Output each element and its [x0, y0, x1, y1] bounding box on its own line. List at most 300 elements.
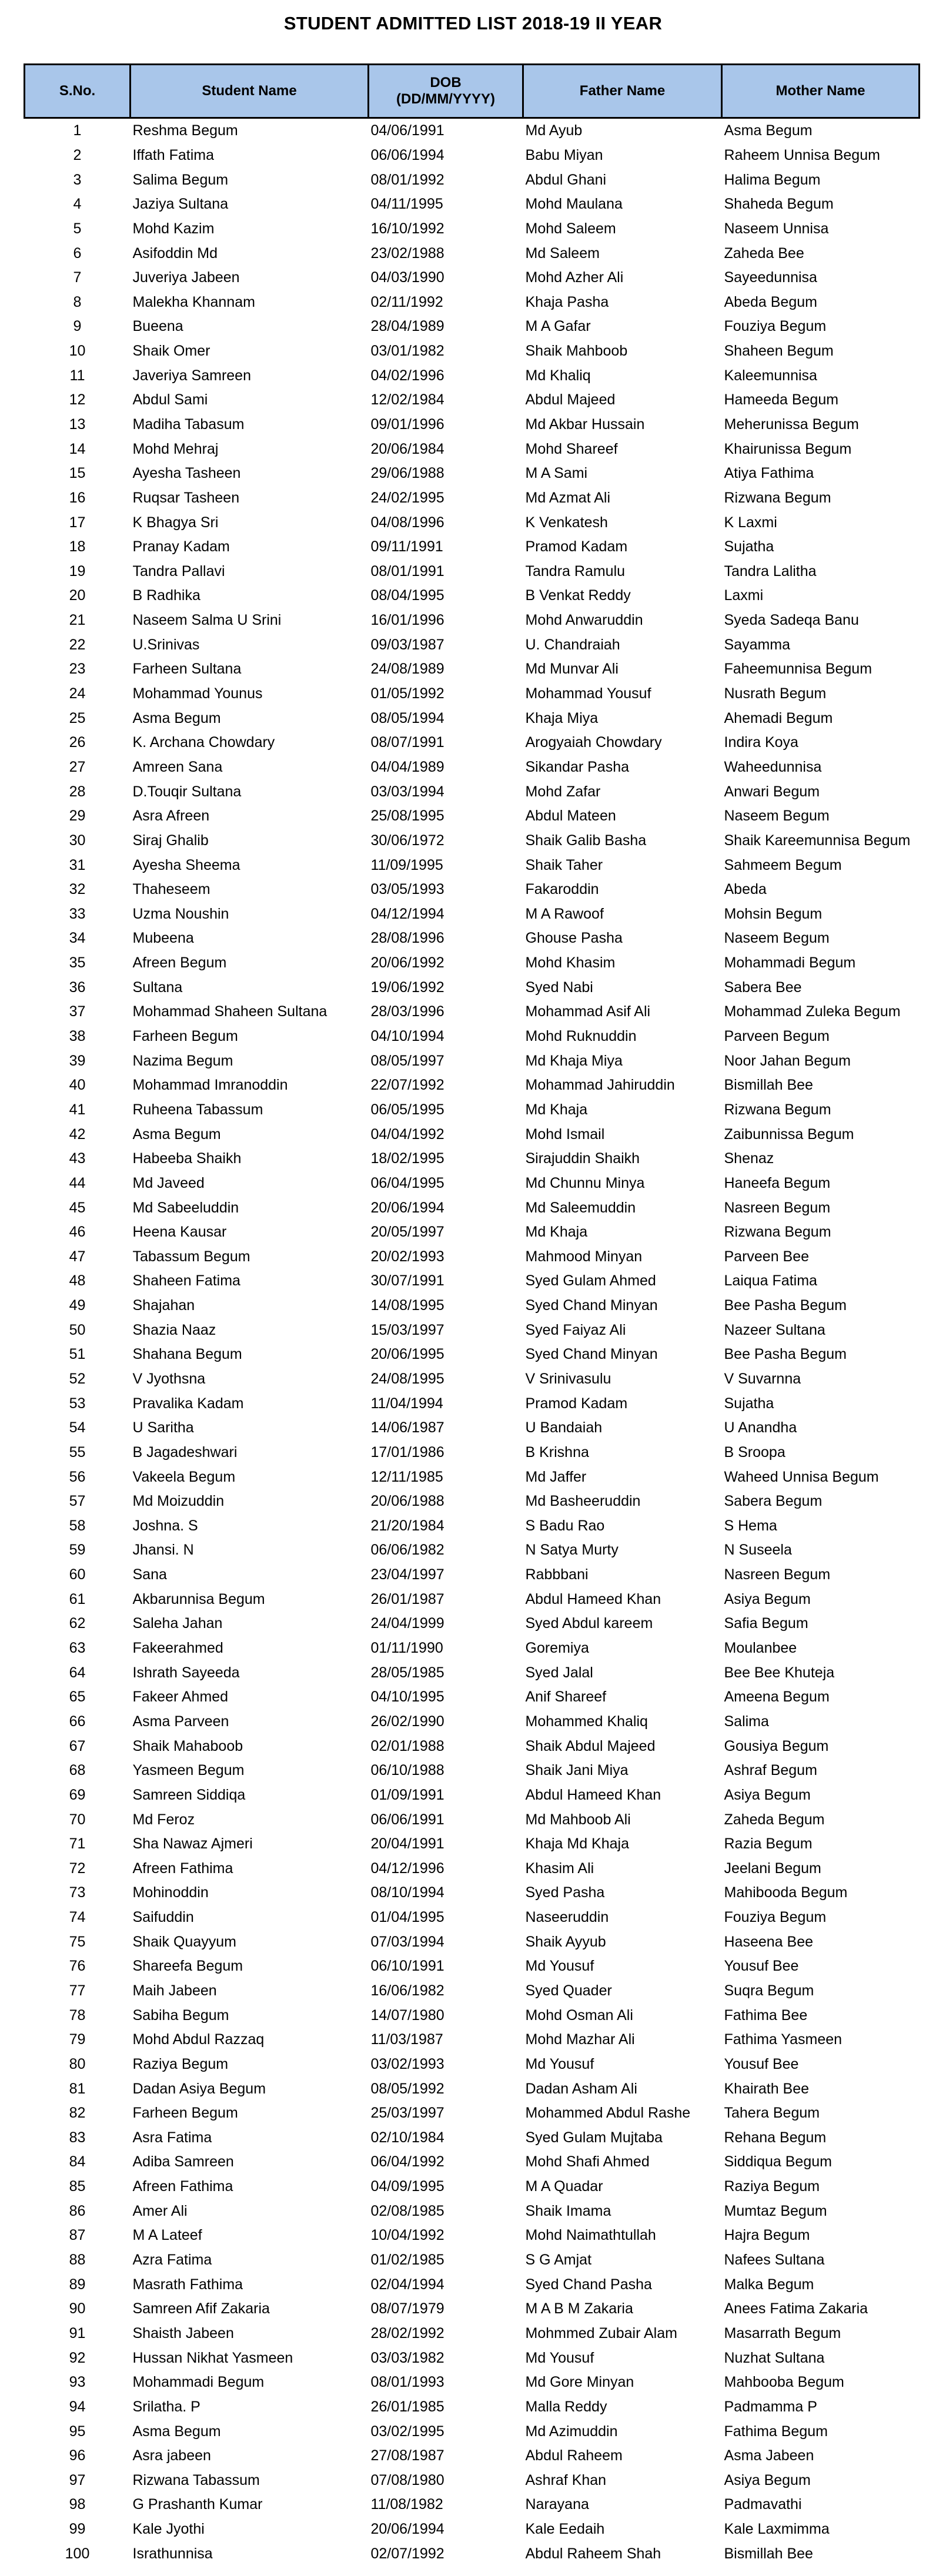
cell-father-name: Md Saleem — [525, 244, 600, 262]
cell-father-name: K Venkatesh — [525, 514, 608, 531]
cell-mother-name: Bee Pasha Begum — [724, 1297, 847, 1314]
cell-mother-name: Naseem Unnisa — [724, 220, 829, 237]
cell-sno: 57 — [69, 1493, 86, 1510]
cell-mother-name: Naseem Begum — [724, 930, 830, 947]
cell-student-name: K. Archana Chowdary — [132, 734, 275, 751]
cell-student-name: Afreen Fathima — [132, 2178, 233, 2195]
table-row — [25, 486, 920, 511]
table-row — [25, 1294, 920, 1318]
cell-sno: 73 — [69, 1884, 86, 1901]
cell-student-name: Abdul Sami — [132, 391, 208, 408]
cell-student-name: Samreen Siddiqa — [132, 1786, 246, 1803]
table-row — [25, 2493, 920, 2517]
cell-dob: 07/03/1994 — [370, 1933, 444, 1950]
cell-father-name: Mohd Ismail — [525, 1125, 605, 1143]
table-row — [25, 1000, 920, 1024]
cell-father-name: Mohmmed Zubair Alam — [525, 2324, 677, 2341]
cell-father-name: Ghouse Pasha — [525, 930, 623, 947]
cell-father-name: Shaik Taher — [525, 856, 603, 873]
cell-dob: 08/01/1993 — [370, 2374, 444, 2391]
cell-mother-name: Parveen Begum — [724, 1028, 830, 1045]
cell-mother-name: S Hema — [724, 1517, 777, 1534]
cell-sno: 48 — [69, 1272, 86, 1289]
table-row — [25, 2101, 920, 2126]
table-row — [25, 1660, 920, 1685]
cell-dob: 04/09/1995 — [370, 2178, 444, 2195]
table-row — [25, 1856, 920, 1881]
table-row — [25, 657, 920, 682]
cell-student-name: Siraj Ghalib — [132, 832, 209, 849]
cell-sno: 36 — [69, 979, 86, 996]
table-row — [25, 1220, 920, 1245]
cell-student-name: B Jagadeshwari — [132, 1443, 238, 1460]
cell-father-name: Syed Gulam Mujtaba — [525, 2129, 663, 2146]
cell-student-name: Mohammadi Begum — [132, 2374, 265, 2391]
cell-father-name: M A Gafar — [525, 318, 591, 335]
cell-student-name: Shaik Quayyum — [132, 1933, 236, 1950]
cell-dob: 02/01/1988 — [370, 1737, 444, 1754]
cell-dob: 02/07/1992 — [370, 2545, 444, 2562]
cell-father-name: Abdul Mateen — [525, 808, 616, 825]
cell-mother-name: Halima Begum — [724, 171, 821, 188]
cell-mother-name: Abeda Begum — [724, 293, 817, 310]
cell-sno: 18 — [69, 538, 86, 555]
cell-sno: 5 — [73, 220, 82, 237]
cell-dob: 01/05/1992 — [370, 685, 444, 702]
table-row — [25, 1954, 920, 1979]
cell-mother-name: Waheed Unnisa Begum — [724, 1468, 879, 1485]
cell-dob: 26/01/1987 — [370, 1590, 444, 1607]
table-row — [25, 1269, 920, 1294]
table-row — [25, 1612, 920, 1636]
cell-student-name: Pravalika Kadam — [132, 1395, 244, 1412]
cell-mother-name: Syeda Sadeqa Banu — [724, 612, 859, 629]
cell-father-name: Abdul Ghani — [525, 171, 607, 188]
cell-student-name: Azra Fatima — [132, 2252, 212, 2269]
cell-dob: 04/04/1992 — [370, 1125, 444, 1143]
cell-dob: 24/08/1989 — [370, 661, 444, 678]
table-row — [25, 2517, 920, 2542]
cell-sno: 50 — [69, 1321, 86, 1338]
table-row — [25, 1538, 920, 1563]
cell-student-name: Kale Jyothi — [132, 2521, 205, 2538]
cell-dob: 04/02/1996 — [370, 367, 444, 384]
cell-mother-name: Bismillah Bee — [724, 2545, 813, 2562]
cell-student-name: Srilatha. P — [132, 2398, 200, 2415]
table-row — [25, 2199, 920, 2223]
table-row — [25, 1783, 920, 1808]
cell-student-name: Nazima Begum — [132, 1052, 233, 1069]
cell-mother-name: Mohammad Zuleka Begum — [724, 1003, 901, 1020]
cell-father-name: B Krishna — [525, 1443, 589, 1460]
cell-mother-name: Rehana Begum — [724, 2129, 827, 2146]
table-row — [25, 118, 920, 143]
cell-dob: 04/10/1994 — [370, 1028, 444, 1045]
cell-sno: 9 — [73, 318, 82, 335]
cell-mother-name: Kaleemunnisa — [724, 367, 817, 384]
table-row — [25, 2297, 920, 2322]
cell-mother-name: Nuzhat Sultana — [724, 2349, 825, 2366]
cell-father-name: Syed Gulam Ahmed — [525, 1272, 656, 1289]
cell-student-name: Reshma Begum — [132, 122, 238, 139]
cell-mother-name: Asma Jabeen — [724, 2447, 814, 2464]
cell-sno: 39 — [69, 1052, 86, 1069]
cell-mother-name: Siddiqua Begum — [724, 2153, 832, 2170]
cell-mother-name: Faheemunnisa Begum — [724, 661, 873, 678]
cell-father-name: Naseeruddin — [525, 1909, 609, 1926]
cell-sno: 10 — [69, 343, 86, 360]
cell-sno: 70 — [69, 1811, 86, 1828]
cell-father-name: Shaik Ayyub — [525, 1933, 606, 1950]
cell-student-name: Asra Fatima — [132, 2129, 212, 2146]
cell-sno: 62 — [69, 1615, 86, 1632]
cell-dob: 28/08/1996 — [370, 930, 444, 947]
cell-father-name: Malla Reddy — [525, 2398, 607, 2415]
cell-mother-name: Razia Begum — [724, 1835, 813, 1853]
cell-student-name: Mohinoddin — [132, 1884, 209, 1901]
cell-student-name: Afreen Begum — [132, 954, 227, 972]
cell-dob: 20/05/1997 — [370, 1224, 444, 1241]
cell-father-name: Mohammed Abdul Rashe — [525, 2105, 691, 2122]
cell-father-name: Md Gore Minyan — [525, 2374, 634, 2391]
cell-student-name: Ruheena Tabassum — [132, 1101, 263, 1118]
cell-sno: 67 — [69, 1737, 86, 1754]
cell-mother-name: Hajra Begum — [724, 2227, 810, 2244]
cell-sno: 33 — [69, 905, 86, 922]
cell-sno: 8 — [73, 293, 82, 310]
cell-father-name: Abdul Hameed Khan — [525, 1590, 661, 1607]
cell-student-name: Amer Ali — [132, 2202, 188, 2219]
cell-mother-name: Fouziya Begum — [724, 318, 827, 335]
cell-mother-name: Ameena Begum — [724, 1689, 830, 1706]
cell-father-name: Md Basheeruddin — [525, 1493, 641, 1510]
table-row — [25, 779, 920, 804]
cell-mother-name: Sayamma — [724, 636, 791, 653]
cell-student-name: Sha Nawaz Ajmeri — [132, 1835, 253, 1853]
cell-father-name: Syed Chand Minyan — [525, 1346, 658, 1363]
cell-father-name: Pramod Kadam — [525, 538, 628, 555]
cell-student-name: Jhansi. N — [132, 1542, 194, 1559]
cell-sno: 90 — [69, 2300, 86, 2317]
cell-father-name: Md Mahboob Ali — [525, 1811, 631, 1828]
cell-student-name: Habeeba Shaikh — [132, 1150, 242, 1167]
cell-student-name: Joshna. S — [132, 1517, 198, 1534]
table-row — [25, 1098, 920, 1123]
cell-dob: 16/01/1996 — [370, 612, 444, 629]
cell-dob: 11/03/1987 — [370, 2031, 443, 2048]
cell-dob: 02/11/1992 — [370, 293, 443, 310]
table-row — [25, 192, 920, 217]
cell-student-name: Shahana Begum — [132, 1346, 242, 1363]
table-row — [25, 1587, 920, 1612]
cell-dob: 20/06/1988 — [370, 1493, 444, 1510]
cell-dob: 08/01/1991 — [370, 562, 444, 579]
cell-mother-name: N Suseela — [724, 1542, 792, 1559]
cell-sno: 26 — [69, 734, 86, 751]
cell-student-name: Vakeela Begum — [132, 1468, 236, 1485]
header-father-name: Father Name — [523, 65, 722, 118]
cell-dob: 02/04/1994 — [370, 2276, 444, 2293]
cell-father-name: M A B M Zakaria — [525, 2300, 633, 2317]
cell-dob: 07/08/1980 — [370, 2471, 444, 2488]
cell-student-name: Asma Begum — [132, 709, 221, 726]
cell-student-name: Shaik Omer — [132, 343, 210, 360]
cell-student-name: Mubeena — [132, 930, 194, 947]
cell-mother-name: Anwari Begum — [724, 783, 820, 800]
table-row — [25, 339, 920, 364]
table-row — [25, 1636, 920, 1661]
table-row — [25, 2052, 920, 2077]
cell-father-name: Khasim Ali — [525, 1860, 594, 1877]
cell-mother-name: Laxmi — [724, 587, 764, 604]
cell-dob: 28/05/1985 — [370, 1664, 444, 1681]
cell-father-name: Md Munvar Ali — [525, 661, 619, 678]
cell-dob: 11/08/1982 — [370, 2496, 443, 2513]
cell-sno: 24 — [69, 685, 86, 702]
cell-sno: 87 — [69, 2227, 86, 2244]
cell-father-name: Md Akbar Hussain — [525, 416, 645, 433]
table-row — [25, 1832, 920, 1857]
cell-sno: 72 — [69, 1860, 86, 1877]
cell-dob: 06/06/1982 — [370, 1542, 444, 1559]
cell-sno: 66 — [69, 1713, 86, 1730]
cell-dob: 08/05/1992 — [370, 2080, 444, 2097]
cell-student-name: Farheen Begum — [132, 1028, 238, 1045]
cell-dob: 20/06/1994 — [370, 1199, 444, 1216]
cell-student-name: Md Sabeeluddin — [132, 1199, 239, 1216]
table-row — [25, 706, 920, 731]
table-row — [25, 510, 920, 535]
cell-dob: 10/04/1992 — [370, 2227, 444, 2244]
cell-sno: 29 — [69, 808, 86, 825]
cell-student-name: Fakeerahmed — [132, 1640, 223, 1657]
cell-student-name: Mohammad Younus — [132, 685, 263, 702]
cell-dob: 12/11/1985 — [370, 1468, 443, 1485]
cell-student-name: Sultana — [132, 979, 183, 996]
cell-student-name: Bueena — [132, 318, 183, 335]
table-row — [25, 1807, 920, 1832]
cell-father-name: Syed Abdul kareem — [525, 1615, 653, 1632]
cell-mother-name: Khairath Bee — [724, 2080, 810, 2097]
cell-dob: 03/01/1982 — [370, 343, 444, 360]
cell-sno: 75 — [69, 1933, 86, 1950]
cell-father-name: Ashraf Khan — [525, 2471, 607, 2488]
cell-father-name: Shaik Jani Miya — [525, 1762, 629, 1779]
cell-dob: 01/09/1991 — [370, 1786, 444, 1803]
cell-sno: 47 — [69, 1248, 86, 1265]
table-row — [25, 1979, 920, 2004]
cell-sno: 35 — [69, 954, 86, 972]
cell-father-name: B Venkat Reddy — [525, 587, 631, 604]
table-row — [25, 388, 920, 413]
cell-father-name: Mohd Anwaruddin — [525, 612, 643, 629]
table-row — [25, 2272, 920, 2297]
cell-sno: 20 — [69, 587, 86, 604]
cell-dob: 17/01/1986 — [370, 1443, 444, 1460]
cell-dob: 28/04/1989 — [370, 318, 444, 335]
cell-student-name: Iffath Fatima — [132, 146, 214, 163]
cell-dob: 01/02/1985 — [370, 2252, 444, 2269]
cell-father-name: M A Quadar — [525, 2178, 603, 2195]
cell-student-name: Asma Parveen — [132, 1713, 229, 1730]
cell-father-name: Shaik Abdul Majeed — [525, 1737, 656, 1754]
cell-student-name: Ayesha Tasheen — [132, 465, 241, 482]
cell-mother-name: Shenaz — [724, 1150, 774, 1167]
cell-student-name: Shareefa Begum — [132, 1958, 243, 1975]
table-row — [25, 2541, 920, 2566]
cell-student-name: Israthunnisa — [132, 2545, 213, 2562]
cell-father-name: Anif Shareef — [525, 1689, 607, 1706]
cell-sno: 85 — [69, 2178, 86, 2195]
cell-student-name: Afreen Fathima — [132, 1860, 233, 1877]
cell-dob: 03/02/1995 — [370, 2423, 444, 2440]
cell-student-name: Mohammad Shaheen Sultana — [132, 1003, 327, 1020]
cell-father-name: Shaik Mahboob — [525, 343, 628, 360]
cell-father-name: Mohammed Khaliq — [525, 1713, 648, 1730]
cell-dob: 09/01/1996 — [370, 416, 444, 433]
cell-mother-name: Khairunissa Begum — [724, 440, 852, 457]
cell-mother-name: Asiya Begum — [724, 1786, 811, 1803]
cell-mother-name: Nasreen Begum — [724, 1199, 831, 1216]
cell-father-name: Mohd Zafar — [525, 783, 601, 800]
header-row — [25, 65, 920, 118]
cell-mother-name: Zaheda Bee — [724, 244, 804, 262]
table-row — [25, 2028, 920, 2052]
cell-student-name: Ishrath Sayeeda — [132, 1664, 240, 1681]
cell-student-name: Pranay Kadam — [132, 538, 230, 555]
table-row — [25, 1147, 920, 1171]
cell-sno: 81 — [69, 2080, 86, 2097]
cell-father-name: Mohd Osman Ali — [525, 2006, 633, 2024]
cell-student-name: Shazia Naaz — [132, 1321, 216, 1338]
cell-father-name: Syed Faiyaz Ali — [525, 1321, 626, 1338]
cell-sno: 44 — [69, 1174, 86, 1191]
table-row — [25, 1514, 920, 1539]
table-row — [25, 535, 920, 560]
table-row — [25, 1171, 920, 1196]
cell-mother-name: Asiya Begum — [724, 2471, 811, 2488]
cell-sno: 71 — [69, 1835, 86, 1853]
cell-mother-name: Safia Begum — [724, 1615, 808, 1632]
cell-father-name: Abdul Raheem — [525, 2447, 623, 2464]
cell-sno: 17 — [69, 514, 86, 531]
cell-father-name: Mohammad Jahiruddin — [525, 1077, 675, 1094]
cell-student-name: Masrath Fathima — [132, 2276, 243, 2293]
cell-mother-name: Salima — [724, 1713, 769, 1730]
cell-sno: 76 — [69, 1958, 86, 1975]
table-header — [25, 65, 920, 118]
cell-father-name: Khaja Md Khaja — [525, 1835, 630, 1853]
cell-student-name: V Jyothsna — [132, 1370, 206, 1387]
cell-mother-name: Indira Koya — [724, 734, 798, 751]
cell-student-name: U.Srinivas — [132, 636, 200, 653]
cell-dob: 26/01/1985 — [370, 2398, 444, 2415]
table-row — [25, 951, 920, 976]
cell-father-name: Sikandar Pasha — [525, 758, 630, 775]
cell-student-name: Tandra Pallavi — [132, 562, 225, 579]
table-row — [25, 755, 920, 780]
cell-sno: 34 — [69, 930, 86, 947]
table-row — [25, 853, 920, 877]
table-row — [25, 2395, 920, 2420]
cell-sno: 25 — [69, 709, 86, 726]
table-row — [25, 1122, 920, 1147]
cell-student-name: Heena Kausar — [132, 1224, 227, 1241]
cell-father-name: Mohd Shafi Ahmed — [525, 2153, 650, 2170]
cell-father-name: Md Azimuddin — [525, 2423, 618, 2440]
table-row — [25, 217, 920, 242]
cell-student-name: U Saritha — [132, 1419, 194, 1436]
cell-mother-name: Sujatha — [724, 1395, 774, 1412]
cell-father-name: Abdul Raheem Shah — [525, 2545, 661, 2562]
cell-sno: 78 — [69, 2006, 86, 2024]
cell-sno: 45 — [69, 1199, 86, 1216]
table-row — [25, 1342, 920, 1367]
cell-student-name: Thaheseem — [132, 881, 210, 898]
cell-dob: 04/10/1995 — [370, 1689, 444, 1706]
cell-dob: 06/04/1992 — [370, 2153, 444, 2170]
cell-dob: 11/04/1994 — [370, 1395, 443, 1412]
cell-student-name: Malekha Khannam — [132, 293, 255, 310]
cell-dob: 08/07/1979 — [370, 2300, 444, 2317]
cell-mother-name: Tahera Begum — [724, 2105, 820, 2122]
cell-mother-name: Nafees Sultana — [724, 2252, 825, 2269]
cell-mother-name: Padmavathi — [724, 2496, 802, 2513]
cell-student-name: Rizwana Tabassum — [132, 2471, 260, 2488]
cell-student-name: Sana — [132, 1566, 167, 1583]
cell-sno: 77 — [69, 1982, 86, 1999]
cell-mother-name: Nusrath Begum — [724, 685, 827, 702]
table-row — [25, 2419, 920, 2444]
cell-sno: 100 — [65, 2545, 90, 2562]
cell-dob: 18/02/1995 — [370, 1150, 444, 1167]
cell-mother-name: Moulanbee — [724, 1640, 797, 1657]
table-row — [25, 314, 920, 339]
cell-student-name: Salima Begum — [132, 171, 229, 188]
cell-father-name: Mohd Khasim — [525, 954, 616, 972]
cell-sno: 99 — [69, 2521, 86, 2538]
cell-father-name: Goremiya — [525, 1640, 589, 1657]
cell-dob: 24/04/1999 — [370, 1615, 444, 1632]
cell-sno: 53 — [69, 1395, 86, 1412]
cell-father-name: U. Chandraiah — [525, 636, 620, 653]
cell-student-name: Ayesha Sheema — [132, 856, 240, 873]
cell-sno: 40 — [69, 1077, 86, 1094]
table-row — [25, 1758, 920, 1783]
students-table — [24, 63, 920, 2566]
table-row — [25, 1710, 920, 1734]
cell-mother-name: Hameeda Begum — [724, 391, 839, 408]
cell-mother-name: Meherunissa Begum — [724, 416, 859, 433]
cell-sno: 64 — [69, 1664, 86, 1681]
cell-sno: 65 — [69, 1689, 86, 1706]
cell-father-name: Mohd Mazhar Ali — [525, 2031, 635, 2048]
cell-sno: 37 — [69, 1003, 86, 1020]
cell-sno: 58 — [69, 1517, 86, 1534]
cell-mother-name: Sayeedunnisa — [724, 269, 817, 286]
cell-sno: 68 — [69, 1762, 86, 1779]
cell-father-name: Md Khaja Miya — [525, 1052, 623, 1069]
table-row — [25, 1905, 920, 1930]
cell-sno: 14 — [69, 440, 86, 457]
cell-sno: 86 — [69, 2202, 86, 2219]
table-row — [25, 1465, 920, 1489]
cell-mother-name: Laiqua Fatima — [724, 1272, 817, 1289]
cell-father-name: Rabbbani — [525, 1566, 589, 1583]
cell-dob: 06/04/1995 — [370, 1174, 444, 1191]
cell-sno: 91 — [69, 2324, 86, 2341]
cell-father-name: Shaik Imama — [525, 2202, 611, 2219]
